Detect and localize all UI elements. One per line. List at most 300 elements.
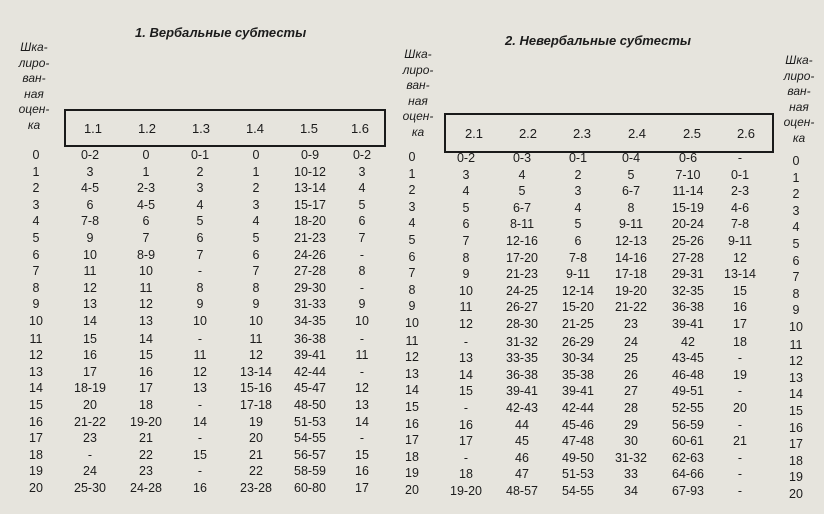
nonverbal-raw-score-cell: 64-66: [672, 467, 704, 482]
scaled-score-cell: 12: [789, 354, 803, 369]
verbal-raw-score-cell: 16: [83, 348, 97, 363]
nonverbal-raw-score-cell: 15: [459, 384, 473, 399]
nonverbal-header-box: [444, 113, 774, 153]
scaled-score-cell: 14: [789, 387, 803, 402]
verbal-header-cell: 1.3: [191, 120, 211, 136]
verbal-raw-score-cell: 2: [252, 181, 260, 196]
verbal-raw-score-cell: 11: [193, 348, 207, 363]
nonverbal-raw-score-cell: 21: [733, 434, 747, 449]
nonverbal-header-cell: 2.3: [572, 125, 592, 141]
verbal-raw-score-cell: 0-9: [300, 148, 320, 162]
verbal-raw-score-cell: 8: [252, 280, 260, 295]
nonverbal-raw-score-cell: 17-20: [506, 250, 538, 265]
nonverbal-raw-score-cell: 67-93: [672, 484, 704, 498]
nonverbal-raw-score-cell: 18: [733, 334, 747, 349]
nonverbal-raw-score-cell: 16: [733, 300, 747, 315]
verbal-raw-score-cell: 7: [252, 264, 260, 279]
verbal-raw-score-cell: 6: [358, 214, 366, 229]
verbal-raw-score-cell: 18: [139, 398, 153, 412]
verbal-raw-score-cell: 0-2: [80, 148, 100, 162]
nonverbal-raw-score-cell: 26-27: [506, 300, 538, 315]
nonverbal-raw-score-cell: 21-25: [562, 317, 594, 331]
nonverbal-raw-score-cell: 54-55: [562, 484, 594, 498]
nonverbal-raw-score-cell: 48-57: [506, 484, 538, 498]
verbal-raw-score-cell: 20: [83, 398, 97, 412]
nonverbal-raw-score-cell: 49-50: [562, 450, 594, 465]
verbal-raw-score-cell: 15: [139, 348, 153, 363]
nonverbal-raw-score-cell: 3: [574, 184, 582, 199]
scaled-score-cell: 15: [405, 400, 419, 414]
verbal-raw-score-cell: 13: [83, 297, 97, 312]
nonverbal-raw-score-cell: 19-20: [615, 283, 647, 298]
verbal-header-cell: 1.5: [299, 120, 319, 136]
nonverbal-raw-score-cell: 23: [624, 317, 638, 331]
nonverbal-raw-score-cell: 14-16: [615, 250, 647, 265]
nonverbal-raw-score-cell: 16: [459, 417, 473, 432]
verbal-raw-score-cell: 21: [249, 447, 263, 462]
scale-label-right: [776, 53, 822, 146]
verbal-raw-score-cell: 20: [249, 431, 263, 446]
scaled-score-cell: 4: [408, 216, 416, 231]
scaled-score-cell: 17: [405, 433, 419, 448]
verbal-raw-score-cell: 4: [196, 197, 204, 212]
nonverbal-raw-score-cell: 9: [462, 267, 470, 282]
scaled-score-cell: 4: [32, 214, 40, 229]
nonverbal-header-cell: 2.2: [518, 125, 538, 141]
verbal-raw-score-cell: 16: [193, 481, 207, 495]
nonverbal-raw-score-cell: 36-38: [506, 367, 538, 382]
scale-label-line: лиро-: [402, 62, 434, 77]
scale-label-line: оцен-: [18, 102, 50, 116]
nonverbal-raw-score-cell: 12: [733, 250, 747, 265]
nonverbal-raw-score-cell: 29: [624, 417, 638, 432]
scaled-score-cell: 6: [792, 253, 800, 268]
nonverbal-raw-score-cell: -: [737, 467, 743, 482]
scaled-score-cell: 9: [32, 297, 40, 312]
scaled-score-cell: 1: [32, 164, 40, 179]
verbal-raw-score-cell: 0: [252, 148, 260, 162]
nonverbal-raw-score-cell: 33-35: [506, 351, 538, 366]
verbal-raw-score-cell: 11: [355, 348, 369, 363]
nonverbal-raw-score-cell: 32-35: [672, 283, 704, 298]
verbal-raw-score-cell: 2: [196, 164, 204, 179]
verbal-raw-score-cell: 10: [139, 264, 153, 279]
nonverbal-raw-score-cell: 10: [459, 283, 473, 298]
verbal-raw-score-cell: 17: [83, 364, 97, 379]
scaled-score-cell: 7: [32, 264, 40, 279]
verbal-raw-score-cell: 0-2: [352, 148, 372, 162]
verbal-raw-score-cell: -: [87, 447, 93, 462]
scale-label-line: оцен-: [402, 109, 434, 123]
nonverbal-raw-score-cell: 21-23: [506, 267, 538, 282]
nonverbal-raw-score-cell: 8-11: [509, 217, 535, 232]
verbal-raw-score-cell: -: [197, 398, 203, 412]
verbal-raw-score-cell: 23-28: [240, 481, 272, 495]
verbal-raw-score-cell: 3: [86, 164, 94, 179]
verbal-raw-score-cell: 21-22: [74, 414, 106, 429]
verbal-raw-score-cell: 1: [142, 164, 150, 179]
scaled-score-cell: 5: [32, 231, 40, 245]
verbal-raw-score-cell: 24-26: [294, 247, 326, 262]
nonverbal-raw-score-cell: 20: [733, 401, 747, 415]
nonverbal-raw-score-cell: 2: [574, 167, 582, 182]
scaled-score-cell: 6: [408, 249, 416, 264]
verbal-raw-score-cell: 13-14: [240, 364, 272, 379]
scale-label-line: Шка-: [404, 47, 432, 61]
verbal-raw-score-cell: 14: [139, 331, 153, 346]
scale-label-line: Шка-: [785, 53, 813, 67]
nonverbal-raw-score-cell: 56-59: [672, 417, 704, 432]
verbal-raw-score-cell: 5: [358, 197, 366, 212]
verbal-raw-score-cell: 17-18: [240, 398, 272, 412]
verbal-raw-score-cell: 4-5: [136, 197, 156, 212]
verbal-raw-score-cell: 58-59: [294, 464, 326, 479]
scale-label-line: лиро-: [783, 68, 815, 83]
verbal-raw-score-cell: 6: [142, 214, 150, 229]
scaled-score-cell: 11: [789, 337, 803, 352]
scaled-score-cell: 1: [408, 166, 416, 181]
scale-label-line: Шка-: [20, 40, 48, 54]
verbal-raw-score-cell: -: [197, 464, 203, 479]
nonverbal-raw-score-cell: 4: [462, 184, 470, 199]
scaled-score-cell: 11: [29, 331, 43, 346]
verbal-raw-score-cell: 3: [196, 181, 204, 196]
scaled-score-cell: 12: [29, 348, 43, 363]
verbal-header-cell: 1.1: [83, 120, 103, 136]
verbal-raw-score-cell: 5: [196, 214, 204, 229]
scaled-score-cell: 18: [405, 449, 419, 464]
verbal-raw-score-cell: 0: [142, 148, 150, 162]
nonverbal-raw-score-cell: -: [463, 450, 469, 465]
verbal-raw-score-cell: 6: [252, 247, 260, 262]
verbal-header-cell: 1.4: [245, 120, 265, 136]
nonverbal-raw-score-cell: 31-32: [506, 334, 538, 349]
verbal-raw-score-cell: 12: [139, 297, 153, 312]
nonverbal-raw-score-cell: 25: [624, 351, 638, 366]
nonverbal-raw-score-cell: 6: [462, 217, 470, 232]
nonverbal-raw-score-cell: 46-48: [672, 367, 704, 382]
scaled-score-cell: 13: [405, 366, 419, 381]
nonverbal-raw-score-cell: 43-45: [672, 351, 704, 366]
scaled-score-cell: 20: [405, 483, 419, 497]
nonverbal-raw-score-cell: 13: [459, 351, 473, 366]
scaled-score-cell: 13: [789, 370, 803, 385]
verbal-raw-score-cell: -: [197, 431, 203, 446]
verbal-raw-score-cell: 22: [139, 447, 153, 462]
verbal-raw-score-cell: 7: [196, 247, 204, 262]
verbal-raw-score-cell: 1: [252, 164, 260, 179]
nonverbal-raw-score-cell: 42: [681, 334, 695, 349]
scaled-score-cell: 4: [792, 220, 800, 235]
nonverbal-raw-score-cell: 12: [459, 317, 473, 331]
verbal-raw-score-cell: 15-17: [294, 197, 326, 212]
scaled-score-cell: 3: [32, 197, 40, 212]
verbal-raw-score-cell: 24: [83, 464, 97, 479]
nonverbal-raw-score-cell: 15-20: [562, 300, 594, 315]
verbal-raw-score-cell: 18-19: [74, 381, 106, 396]
nonverbal-raw-score-cell: 12-16: [506, 234, 538, 248]
scaled-score-cell: 15: [29, 398, 43, 412]
nonverbal-raw-score-cell: 17: [733, 317, 747, 331]
verbal-raw-score-cell: 25-30: [74, 481, 106, 495]
verbal-raw-score-cell: 8-9: [136, 247, 156, 262]
scaled-score-cell: 19: [789, 470, 803, 485]
scaled-score-cell: 0: [408, 150, 416, 164]
verbal-raw-score-cell: 29-30: [294, 280, 326, 295]
nonverbal-raw-score-cell: 30-34: [562, 351, 594, 366]
verbal-raw-score-cell: 22: [249, 464, 263, 479]
verbal-raw-score-cell: 0-1: [190, 148, 210, 162]
nonverbal-raw-score-cell: 28: [624, 401, 638, 415]
verbal-raw-score-cell: 12: [355, 381, 369, 396]
nonverbal-raw-score-cell: 49-51: [672, 384, 704, 399]
verbal-raw-score-cell: 10-12: [294, 164, 326, 179]
nonverbal-raw-score-cell: 11: [459, 300, 473, 315]
nonverbal-raw-score-cell: 29-31: [672, 267, 704, 282]
scale-label-line: ка: [792, 130, 806, 145]
nonverbal-raw-score-cell: 0-2: [456, 151, 476, 165]
verbal-raw-score-cell: 8: [196, 280, 204, 295]
nonverbal-header-cell: 2.4: [627, 125, 647, 141]
scaled-score-cell: 11: [405, 333, 419, 348]
verbal-raw-score-cell: 17: [139, 381, 153, 396]
nonverbal-raw-score-cell: 42-44: [562, 401, 594, 415]
verbal-raw-score-cell: 60-80: [294, 481, 326, 495]
verbal-raw-score-cell: 13-14: [294, 181, 326, 196]
nonverbal-raw-score-cell: 7-10: [675, 167, 701, 182]
nonverbal-raw-score-cell: 5: [627, 167, 635, 182]
verbal-raw-score-cell: 10: [193, 314, 207, 328]
nonverbal-raw-score-cell: 26: [624, 367, 638, 382]
scaled-score-cell: 6: [32, 247, 40, 262]
verbal-raw-score-cell: 19-20: [130, 414, 162, 429]
scaled-score-cell: 9: [792, 303, 800, 318]
verbal-raw-score-cell: 10: [249, 314, 263, 328]
nonverbal-raw-score-cell: 13-14: [724, 267, 756, 282]
verbal-raw-score-cell: 9: [252, 297, 260, 312]
verbal-raw-score-cell: -: [359, 247, 365, 262]
nonverbal-header-cell: 2.6: [736, 125, 756, 141]
verbal-raw-score-cell: 54-55: [294, 431, 326, 446]
scale-label-line: ная: [24, 86, 44, 101]
nonverbal-raw-score-cell: 35-38: [562, 367, 594, 382]
scaled-score-cell: 3: [408, 199, 416, 214]
nonverbal-raw-score-cell: 42-43: [506, 401, 538, 415]
nonverbal-raw-score-cell: 39-41: [562, 384, 594, 399]
nonverbal-raw-score-cell: 17: [459, 434, 473, 449]
scaled-score-cell: 2: [32, 181, 40, 196]
verbal-raw-score-cell: 4: [358, 181, 366, 196]
nonverbal-raw-score-cell: 9-11: [565, 267, 591, 282]
scaled-score-cell: 14: [29, 381, 43, 396]
scale-label-line: ная: [789, 99, 809, 114]
verbal-raw-score-cell: 10: [355, 314, 369, 328]
nonverbal-raw-score-cell: 9-11: [727, 234, 753, 248]
nonverbal-raw-score-cell: 25-26: [672, 234, 704, 248]
nonverbal-raw-score-cell: -: [737, 417, 743, 432]
verbal-raw-score-cell: 9: [358, 297, 366, 312]
verbal-raw-score-cell: 23: [139, 464, 153, 479]
scaled-score-cell: 19: [405, 466, 419, 481]
verbal-raw-score-cell: 12: [249, 348, 263, 363]
scaled-score-cell: 1: [792, 170, 800, 185]
nonverbal-raw-score-cell: 7-8: [730, 217, 750, 232]
scale-label-line: ная: [408, 93, 428, 108]
nonverbal-raw-score-cell: 15: [733, 283, 747, 298]
scaled-score-cell: 20: [789, 487, 803, 501]
scaled-score-cell: 10: [29, 314, 43, 328]
scaled-score-cell: 18: [29, 447, 43, 462]
verbal-raw-score-cell: 16: [139, 364, 153, 379]
verbal-raw-score-cell: 12: [83, 280, 97, 295]
scaled-score-cell: 8: [792, 286, 800, 301]
scale-label-left: [11, 40, 57, 133]
nonverbal-raw-score-cell: -: [737, 484, 743, 498]
verbal-raw-score-cell: -: [359, 280, 365, 295]
scaled-score-cell: 0: [32, 148, 40, 162]
verbal-raw-score-cell: 3: [252, 197, 260, 212]
verbal-subtests-title: 1. Вербальные субтесты: [135, 25, 307, 40]
verbal-raw-score-cell: -: [359, 364, 365, 379]
verbal-raw-score-cell: 12: [193, 364, 207, 379]
verbal-raw-score-cell: 11: [83, 264, 97, 279]
verbal-raw-score-cell: 24-28: [130, 481, 162, 495]
verbal-raw-score-cell: 51-53: [294, 414, 326, 429]
nonverbal-raw-score-cell: -: [737, 384, 743, 399]
verbal-raw-score-cell: 36-38: [294, 331, 326, 346]
verbal-raw-score-cell: 2-3: [136, 181, 156, 196]
nonverbal-raw-score-cell: 52-55: [672, 401, 704, 415]
scaled-score-cell: 8: [32, 280, 40, 295]
scaled-score-cell: 10: [405, 316, 419, 330]
scaled-score-cell: 16: [405, 416, 419, 431]
nonverbal-raw-score-cell: 31-32: [615, 450, 647, 465]
verbal-raw-score-cell: 21: [139, 431, 153, 446]
nonverbal-raw-score-cell: 24-25: [506, 283, 538, 298]
scaled-score-cell: 15: [789, 404, 803, 418]
verbal-raw-score-cell: 9: [196, 297, 204, 312]
scaled-score-cell: 2: [408, 183, 416, 198]
nonverbal-raw-score-cell: -: [737, 450, 743, 465]
scaled-score-cell: 12: [405, 350, 419, 365]
verbal-raw-score-cell: 13: [139, 314, 153, 328]
verbal-header-cell: 1.6: [350, 120, 370, 136]
nonverbal-raw-score-cell: 11-14: [672, 184, 704, 199]
scaled-score-cell: 7: [792, 270, 800, 285]
verbal-raw-score-cell: 39-41: [294, 348, 326, 363]
nonverbal-raw-score-cell: 28-30: [506, 317, 538, 331]
nonverbal-raw-score-cell: 0-3: [512, 151, 532, 165]
verbal-raw-score-cell: -: [359, 431, 365, 446]
verbal-raw-score-cell: 16: [355, 464, 369, 479]
verbal-raw-score-cell: 27-28: [294, 264, 326, 279]
nonverbal-subtests-title: 2. Невербальные субтесты: [505, 33, 691, 48]
nonverbal-raw-score-cell: 5: [518, 184, 526, 199]
verbal-raw-score-cell: 34-35: [294, 314, 326, 328]
nonverbal-raw-score-cell: 4: [518, 167, 526, 182]
nonverbal-raw-score-cell: 5: [574, 217, 582, 232]
nonverbal-raw-score-cell: 39-41: [506, 384, 538, 399]
nonverbal-raw-score-cell: -: [463, 334, 469, 349]
verbal-raw-score-cell: 7: [358, 231, 366, 245]
scale-label-line: лиро-: [18, 55, 50, 70]
verbal-raw-score-cell: 15: [193, 447, 207, 462]
nonverbal-raw-score-cell: 9-11: [618, 217, 644, 232]
verbal-raw-score-cell: 31-33: [294, 297, 326, 312]
scale-label-line: ван-: [22, 71, 46, 85]
nonverbal-raw-score-cell: 14: [459, 367, 473, 382]
scale-label-line: ка: [27, 117, 41, 132]
nonverbal-raw-score-cell: 27-28: [672, 250, 704, 265]
nonverbal-raw-score-cell: -: [737, 151, 743, 165]
verbal-raw-score-cell: 15: [355, 447, 369, 462]
nonverbal-raw-score-cell: 33: [624, 467, 638, 482]
verbal-raw-score-cell: 6: [196, 231, 204, 245]
scaled-score-cell: 5: [408, 233, 416, 247]
nonverbal-raw-score-cell: 47: [515, 467, 529, 482]
verbal-raw-score-cell: 5: [252, 231, 260, 245]
nonverbal-raw-score-cell: 12-13: [615, 234, 647, 248]
verbal-raw-score-cell: 48-50: [294, 398, 326, 412]
scaled-score-cell: 20: [29, 481, 43, 495]
verbal-raw-score-cell: 9: [86, 231, 94, 245]
verbal-raw-score-cell: 3: [358, 164, 366, 179]
verbal-raw-score-cell: 18-20: [294, 214, 326, 229]
scaled-score-cell: 0: [792, 154, 800, 168]
nonverbal-raw-score-cell: -: [737, 351, 743, 366]
verbal-raw-score-cell: 4-5: [80, 181, 100, 196]
scaled-score-cell: 3: [792, 203, 800, 218]
verbal-raw-score-cell: 6: [86, 197, 94, 212]
nonverbal-raw-score-cell: 7-8: [568, 250, 588, 265]
nonverbal-raw-score-cell: 19: [733, 367, 747, 382]
verbal-raw-score-cell: 21-23: [294, 231, 326, 245]
scale-label-line: ван-: [787, 84, 811, 98]
nonverbal-raw-score-cell: 34: [624, 484, 638, 498]
scale-label-line: ван-: [406, 78, 430, 92]
nonverbal-raw-score-cell: 47-48: [562, 434, 594, 449]
nonverbal-raw-score-cell: 2-3: [730, 184, 750, 199]
nonverbal-raw-score-cell: 0-1: [730, 167, 750, 182]
verbal-raw-score-cell: 13: [193, 381, 207, 396]
verbal-raw-score-cell: -: [197, 264, 203, 279]
verbal-raw-score-cell: 45-47: [294, 381, 326, 396]
scaled-score-cell: 14: [405, 383, 419, 398]
nonverbal-raw-score-cell: 27: [624, 384, 638, 399]
nonverbal-raw-score-cell: 44: [515, 417, 529, 432]
nonverbal-raw-score-cell: 6-7: [512, 200, 532, 215]
verbal-header-cell: 1.2: [137, 120, 157, 136]
verbal-raw-score-cell: 10: [83, 247, 97, 262]
nonverbal-raw-score-cell: 60-61: [672, 434, 704, 449]
scaled-score-cell: 2: [792, 187, 800, 202]
nonverbal-raw-score-cell: 62-63: [672, 450, 704, 465]
scaled-score-cell: 9: [408, 299, 416, 314]
verbal-header-box: [64, 109, 386, 147]
verbal-raw-score-cell: 8: [358, 264, 366, 279]
nonverbal-raw-score-cell: 39-41: [672, 317, 704, 331]
nonverbal-raw-score-cell: 4: [574, 200, 582, 215]
nonverbal-raw-score-cell: 46: [515, 450, 529, 465]
scaled-score-cell: 17: [29, 431, 43, 446]
verbal-raw-score-cell: 13: [355, 398, 369, 412]
scale-label-middle: [395, 47, 441, 140]
verbal-raw-score-cell: 4: [252, 214, 260, 229]
nonverbal-header-cell: 2.5: [682, 125, 702, 141]
nonverbal-raw-score-cell: 5: [462, 200, 470, 215]
scaled-score-cell: 16: [789, 420, 803, 435]
nonverbal-raw-score-cell: 0-4: [621, 151, 641, 165]
